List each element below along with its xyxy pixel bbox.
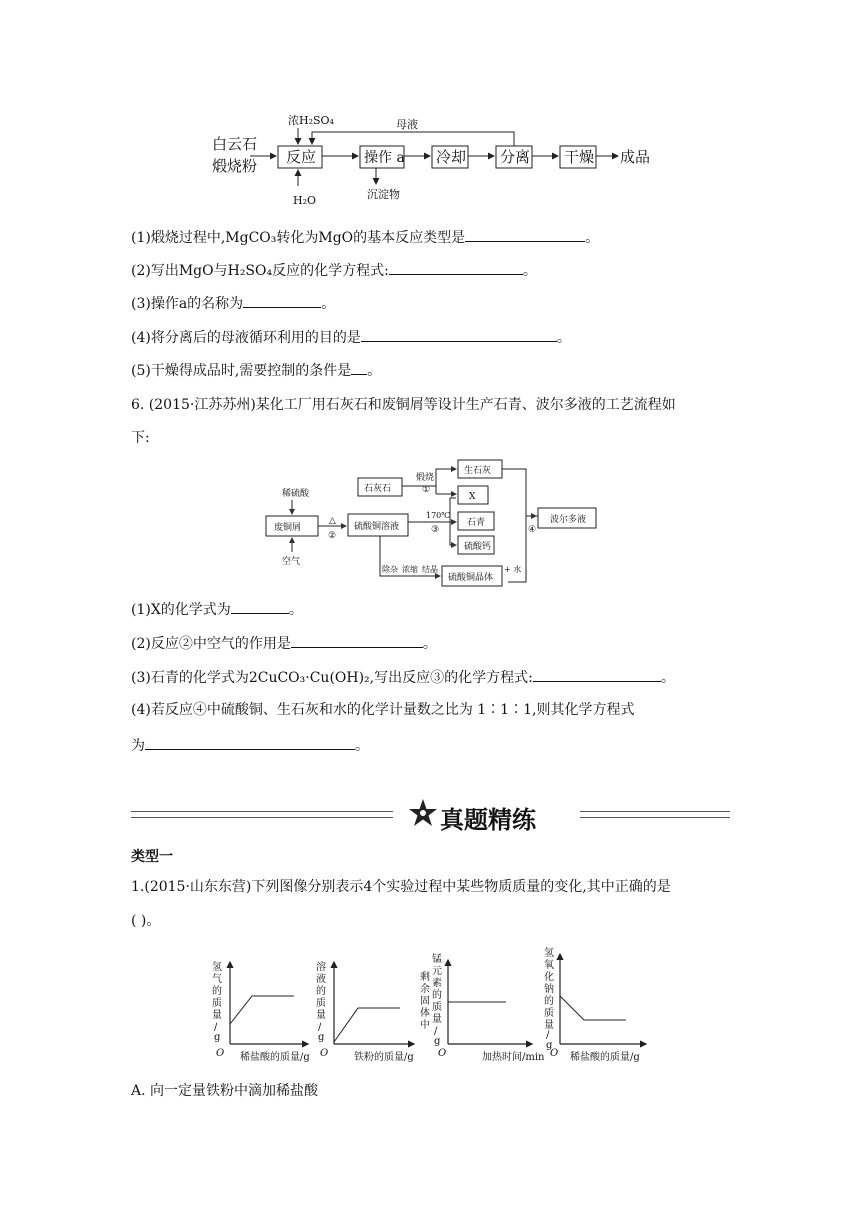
concentrate-label: 浓缩	[402, 565, 418, 574]
waste-copper-label: 废铜屑	[274, 523, 302, 533]
step-separate: 分离	[500, 148, 531, 166]
calcine-label: 煅烧	[416, 473, 435, 483]
cuso4-solution-label: 硫酸铜溶液	[354, 522, 400, 532]
plus-water-label: + 水	[504, 565, 522, 574]
graph-d-xlabel: 稀盐酸的质量/g	[570, 1052, 640, 1063]
input-label-1: 白云石	[212, 135, 258, 153]
question-1-5: (5)干燥得成品时,需要控制的条件是 。	[131, 359, 381, 381]
quicklime-label: 生石灰	[464, 466, 492, 476]
step-2-label: ②	[328, 531, 337, 541]
step-4-label: ④	[528, 525, 537, 535]
step-operation-a: 操作 a	[364, 150, 405, 166]
graph-c-xlabel: 加热时间/min	[482, 1052, 545, 1063]
caso4-label: 硫酸钙	[464, 542, 492, 552]
x-label: X	[469, 492, 476, 502]
graph-a-ylabel: 氢气的质量/ g	[212, 962, 222, 1043]
question-6-4-cont: 为 。	[131, 734, 369, 756]
heat-mark: △	[329, 516, 336, 526]
question-6-4: (4)若反应④中硫酸铜、生石灰和水的化学计量数之比为 1∶1∶1,则其化学方程式	[131, 702, 635, 718]
graph-d	[544, 946, 646, 1063]
question-6-stem: 6. (2015·江苏苏州)某化工厂用石灰石和废铜屑等设计生产石青、波尔多液的工艺流程如	[131, 397, 676, 413]
azurite-label: 石青	[467, 518, 486, 528]
graph-d-ylabel: 氢氧化钠的质量/ g	[544, 948, 554, 1051]
answer-blank[interactable]	[231, 598, 289, 614]
answer-blank[interactable]	[389, 259, 523, 275]
banner-rule-right	[580, 811, 730, 818]
question-1-3: (3)操作a的名称为 。	[131, 292, 335, 314]
answer-blank[interactable]	[465, 226, 585, 242]
step-cool: 冷却	[436, 148, 467, 166]
temp-label: 170℃	[426, 511, 451, 520]
cuso4-crystal-label: 硫酸铜晶体	[448, 573, 494, 583]
precipitate-label: 沉淀物	[367, 188, 400, 201]
graph-b-line	[334, 1008, 400, 1042]
graph-c-ylabel-col2: 剩余固体中	[420, 972, 430, 1031]
graph-c	[420, 952, 545, 1063]
graph-c-ylabel: 锰元素的质量/ g	[432, 954, 442, 1047]
graph-b	[316, 960, 414, 1063]
step-dry: 干燥	[564, 148, 595, 166]
answer-blank[interactable]	[145, 734, 355, 750]
bordeaux-label: 波尔多液	[550, 515, 587, 525]
graph-b-origin: O	[320, 1048, 329, 1059]
answer-blank[interactable]	[243, 292, 321, 308]
question-6-stem-cont: 下:	[131, 430, 150, 446]
question-1-stem: 1.(2015·山东东营)下列图像分别表示4个实验过程中某些物质质量的变化,其中正确的是	[131, 879, 671, 895]
question-1-stem-cont: ( )。	[131, 913, 161, 929]
flow-diagram-1	[190, 108, 670, 208]
graph-a-line	[230, 996, 294, 1024]
question-6-1: (1)X的化学式为 。	[131, 598, 303, 620]
input-label-2: 煅烧粉	[212, 157, 258, 175]
step-1-label: ①	[422, 485, 431, 495]
graph-d-origin: O	[550, 1048, 559, 1059]
graph-b-xlabel: 铁粉的质量/g	[354, 1052, 414, 1063]
remove-impurity-label: 除杂	[382, 565, 398, 574]
acid-label: 浓H₂SO₄	[288, 114, 334, 127]
question-1-1: (1)煅烧过程中,MgCO₃转化为MgO的基本反应类型是 。	[131, 226, 599, 248]
graph-c-origin: O	[438, 1048, 447, 1059]
water-label: H₂O	[293, 194, 317, 207]
graphs-panel	[200, 944, 660, 1068]
section-type-label: 类型一	[131, 849, 173, 865]
answer-blank[interactable]	[351, 359, 367, 375]
mother-liquor-label: 母液	[396, 118, 418, 131]
flow-diagram-2	[258, 452, 608, 592]
question-1-4: (4)将分离后的母液循环利用的目的是 。	[131, 326, 571, 348]
product-label: 成品	[620, 148, 651, 166]
graph-a	[212, 960, 310, 1063]
option-a[interactable]: A. 向一定量铁粉中滴加稀盐酸	[131, 1083, 319, 1099]
banner-title: 真题精练	[440, 806, 536, 834]
graph-a-xlabel: 稀盐酸的质量/g	[240, 1052, 310, 1063]
step-react: 反应	[286, 148, 317, 166]
graph-b-ylabel: 溶液的质量/ g	[316, 962, 326, 1043]
question-6-3: (3)石青的化学式为2CuCO₃·Cu(OH)₂,写出反应③的化学方程式: 。	[131, 666, 675, 688]
dilute-acid-label: 稀硫酸	[282, 489, 310, 499]
limestone-label: 石灰石	[364, 484, 392, 494]
answer-blank[interactable]	[361, 326, 557, 342]
graph-a-origin: O	[216, 1048, 225, 1059]
answer-blank[interactable]	[291, 632, 423, 648]
starfish-icon	[408, 798, 438, 828]
step-3-label: ③	[431, 525, 440, 535]
crystallize-label: 结晶	[422, 565, 438, 574]
question-6-2: (2)反应②中空气的作用是 。	[131, 632, 437, 654]
answer-blank[interactable]	[533, 666, 661, 682]
air-label: 空气	[282, 557, 301, 567]
banner-rule-left	[131, 811, 393, 818]
question-1-2: (2)写出MgO与H₂SO₄反应的化学方程式: 。	[131, 259, 537, 281]
graph-d-line	[560, 996, 626, 1020]
